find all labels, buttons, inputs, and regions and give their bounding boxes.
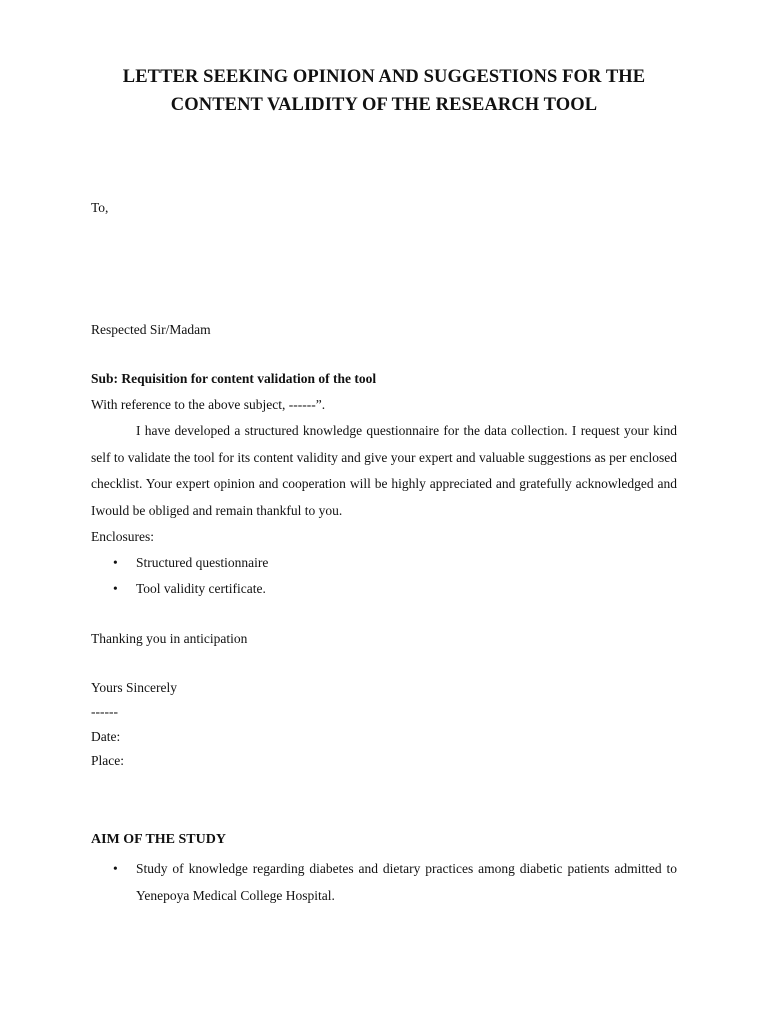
thanking-line: Thanking you in anticipation (91, 631, 248, 646)
subject-line: Sub: Requisition for content validation of the tool (91, 371, 377, 386)
recipient-to: To, (91, 200, 109, 215)
enclosures-label: Enclosures: (91, 529, 154, 544)
signature-placeholder: ------ (91, 704, 118, 719)
aim-item (113, 855, 677, 909)
date-label: Date: (91, 729, 121, 744)
bullet-icon: • (113, 555, 118, 570)
enclosure-item-text: Tool validity certificate. (136, 581, 266, 596)
bullet-icon: • (113, 861, 118, 876)
letter-body-paragraph: I have developed a structured knowledge questionnaire for the data collection. I request your kind self to validate the tool for its content validity and give your expert and valuable suggestions as per enclosed checklist. Your expert opinion and cooperation will be highly appreciated and gratefully acknowledged and Iwould be obliged and remain thankful to you. (91, 423, 677, 518)
aim-item-text: Study of knowledge regarding diabetes and dietary practices among diabetic patients admitted to Yenepoya Medical College Hospital. (136, 861, 677, 903)
closing-line: Yours Sincerely (91, 680, 178, 695)
aim-heading: AIM OF THE STUDY (91, 832, 226, 847)
enclosure-item-text: Structured questionnaire (136, 555, 269, 570)
salutation: Respected Sir/Madam (91, 322, 211, 337)
bullet-icon: • (113, 581, 118, 596)
title-line-1: LETTER SEEKING OPINION AND SUGGESTIONS FOR THE (122, 67, 646, 87)
place-label: Place: (91, 753, 124, 768)
reference-line: With reference to the above subject, ------”. (91, 397, 326, 412)
title-line-2: CONTENT VALIDITY OF THE RESEARCH TOOL (170, 95, 598, 115)
